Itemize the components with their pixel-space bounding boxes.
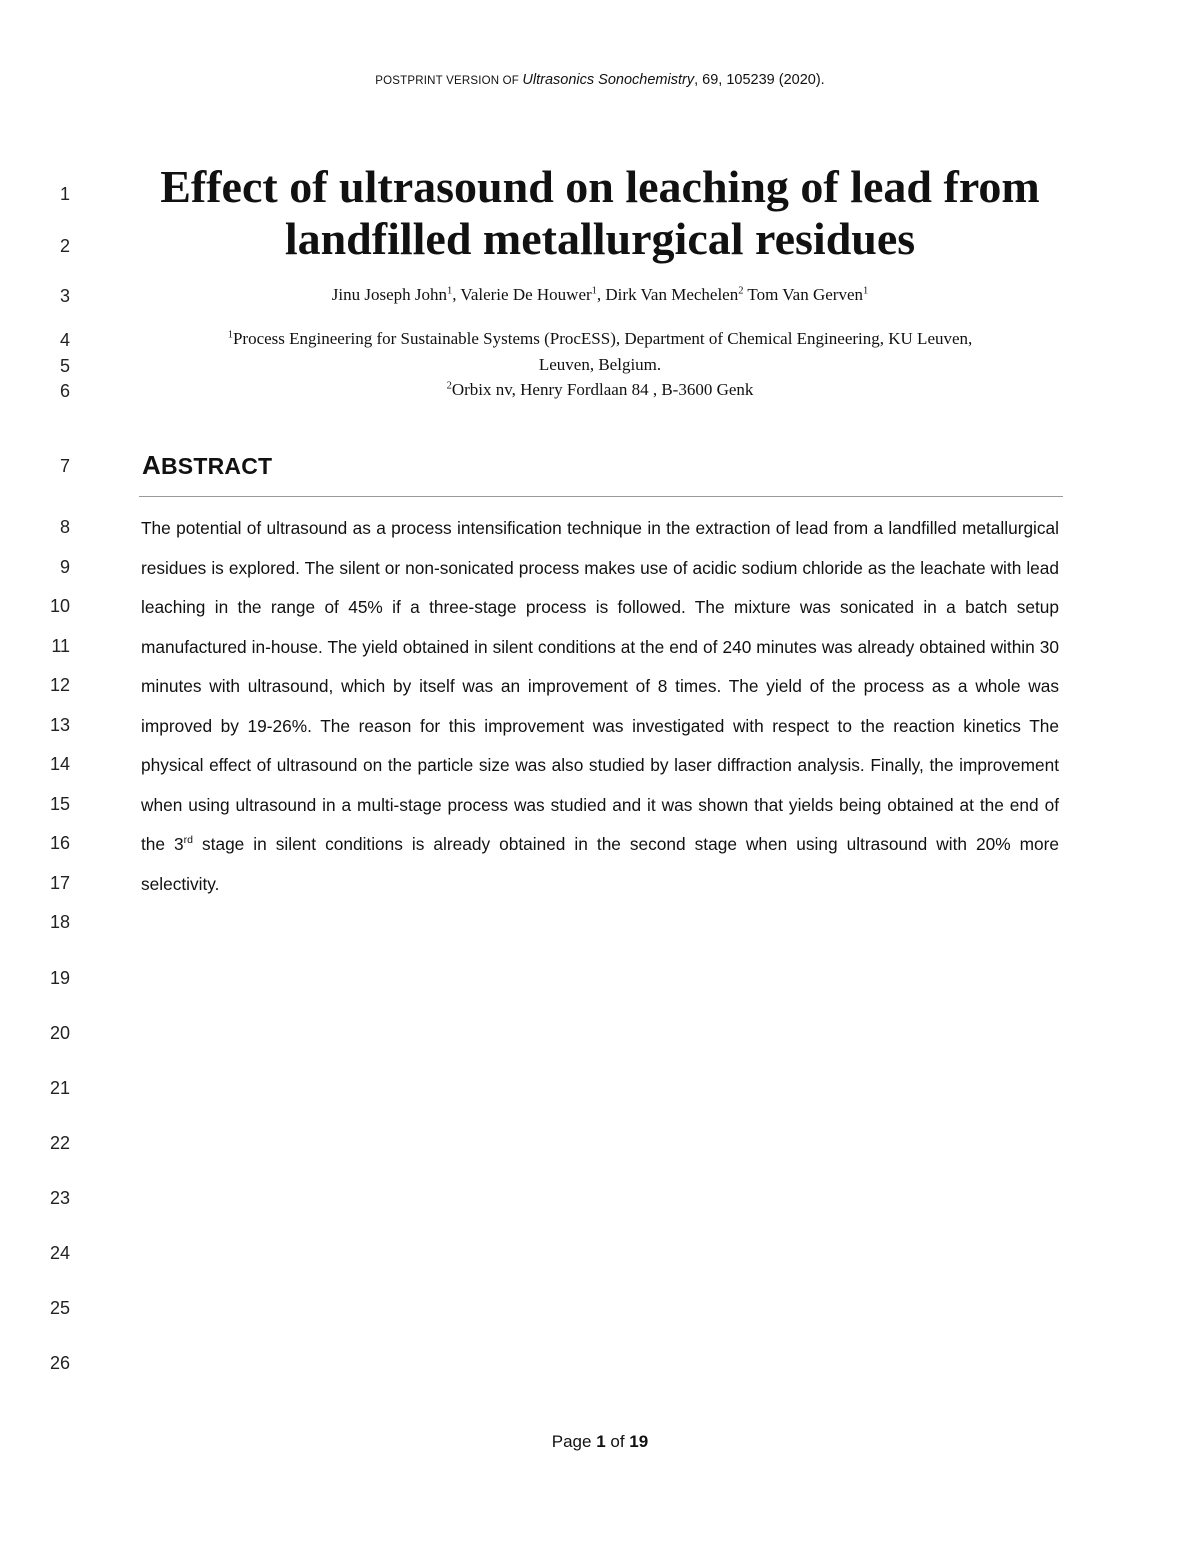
citation-info: , 69, 105239 (2020).	[694, 72, 825, 88]
line-number: 13	[49, 715, 70, 735]
line-number: 10	[49, 596, 70, 616]
abstract-text-part-1: The potential of ultrasound as a process intensification technique in the extraction of lead from a landfilled metallurgical residues is explored. The silent or non-sonicated process makes use of acidic sodium chloride as the leachate with lead leaching in the range of 45% if a three-stage process is followed. The mixture was sonicated in a batch setup manufactured in-house. The yield obtained in silent conditions at the end of 240 minutes was already obtained within 30 minutes with ultrasound, which by itself was an improvement of 8 times. The yield of the process as a whole was improved by 19-26%. The reason for this improvement was investigated with respect to the reaction kinetics The physical effect of ultrasound on the particle size was also studied by laser diffraction analysis. Finally, the improvement when using ultrasound in a multi-stage process was studied and it was shown that yields being obtained at the end of the 3	[141, 518, 1059, 854]
affiliation-2	[140, 380, 1060, 400]
line-number: 4	[59, 330, 70, 350]
line-number: 8	[59, 517, 70, 537]
abstract-heading-initial: A	[142, 450, 161, 480]
line-number: 19	[49, 968, 70, 988]
line-number: 12	[49, 675, 70, 695]
affiliation-text: Orbix nv, Henry Fordlaan 84 , B-3600 Genk	[451, 380, 754, 399]
line-number: 18	[49, 912, 70, 932]
author-name: Jinu Joseph John	[331, 285, 447, 304]
page-footer	[0, 1432, 1200, 1452]
line-number: 15	[49, 794, 70, 814]
line-number: 5	[59, 356, 70, 376]
affiliation-text: Process Engineering for Sustainable Systems (ProcESS), Department of Chemical Engineering, KU Leuven,	[232, 329, 973, 348]
author-affiliation-mark: 1	[863, 285, 869, 297]
author-list	[140, 285, 1060, 305]
line-number: 17	[49, 873, 70, 893]
author-name: , Valerie De Houwer	[452, 285, 592, 304]
line-number: 7	[59, 456, 70, 476]
author-affiliation-mark: 2	[738, 285, 744, 297]
line-number: 3	[59, 286, 70, 306]
ordinal-superscript: rd	[183, 834, 193, 847]
footer-of: of	[605, 1432, 630, 1451]
abstract-divider	[139, 496, 1063, 497]
line-number: 21	[49, 1078, 70, 1098]
running-head-prefix: POSTPRINT VERSION OF	[375, 75, 523, 87]
line-number: 22	[49, 1133, 70, 1153]
line-number: 26	[49, 1353, 70, 1373]
line-number: 2	[59, 236, 70, 256]
line-number: 24	[49, 1243, 70, 1263]
author-affiliation-mark: 1	[591, 285, 597, 297]
footer-prefix: Page	[551, 1432, 597, 1451]
abstract-body	[141, 509, 1059, 904]
paper-title-line-1: Effect of ultrasound on leaching of lead from	[160, 161, 1040, 212]
author-affiliation-mark: 1	[446, 285, 453, 297]
line-number: 9	[59, 557, 70, 577]
line-number: 14	[49, 754, 70, 774]
affiliation-mark: 2	[446, 380, 452, 392]
line-number: 16	[49, 833, 70, 853]
line-number: 6	[59, 381, 70, 401]
affiliation-1-line-2: Leuven, Belgium.	[538, 355, 662, 374]
journal-name: Ultrasonics Sonochemistry	[522, 72, 695, 88]
abstract-heading-rest: BSTRACT	[160, 453, 273, 479]
current-page-number: 1	[596, 1432, 606, 1451]
line-number: 11	[51, 636, 70, 656]
affiliation-mark: 1	[227, 329, 233, 341]
running-head	[0, 72, 1200, 88]
total-page-count: 19	[629, 1432, 649, 1451]
line-number: 1	[59, 184, 70, 204]
affiliation-1-line-1	[140, 329, 1060, 349]
line-number: 25	[49, 1298, 70, 1318]
author-name: , Dirk Van Mechelen	[596, 285, 739, 304]
paper-title-line-2: landfilled metallurgical residues	[284, 213, 916, 264]
line-number: 20	[49, 1023, 70, 1043]
line-number: 23	[49, 1188, 70, 1208]
author-name: Tom Van Gerven	[743, 285, 863, 304]
abstract-text-part-2: stage in silent conditions is already obtained in the second stage when using ultrasound with 20% more selectivity.	[141, 834, 1060, 894]
abstract-heading	[142, 450, 272, 481]
